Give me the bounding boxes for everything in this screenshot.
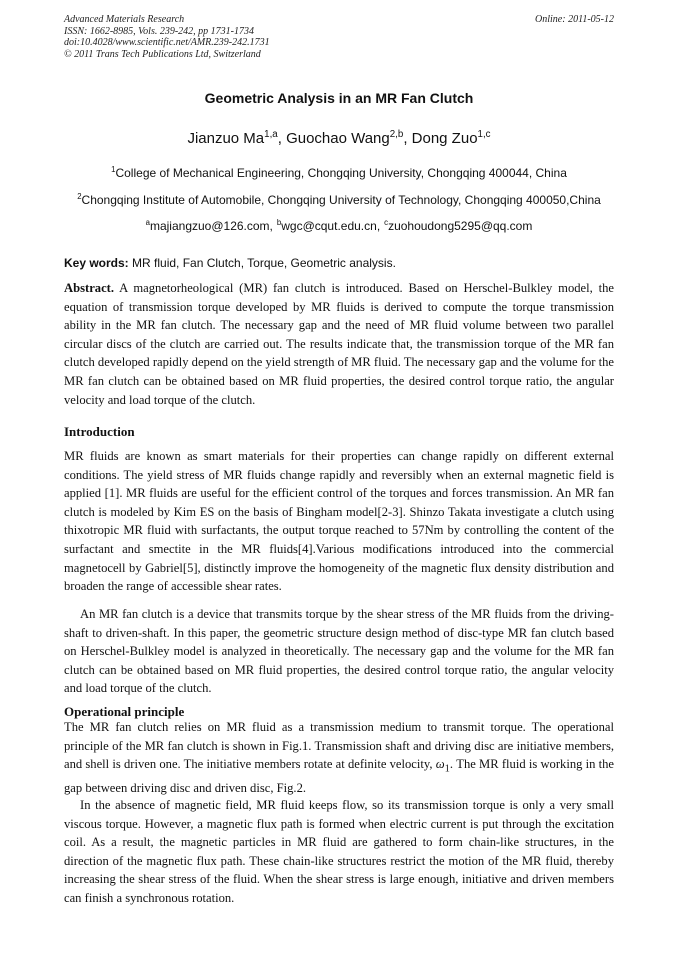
keywords-label: Key words:: [64, 256, 129, 270]
omega-symbol: ω: [435, 757, 445, 772]
affiliation-text: College of Mechanical Engineering, Chongqing University, Chongqing 400044, China: [115, 166, 567, 180]
abstract-label: Abstract.: [64, 281, 115, 295]
operational-principle-heading: Operational principle: [64, 704, 185, 719]
affiliation-1: [0, 166, 678, 180]
author-sup: 1,c: [477, 129, 491, 140]
intro-paragraph-2: An MR fan clutch is a device that transmits torque by the shear stress of the MR fluids from the driving-shaft to driven-shaft. In this paper, the geometric structure design method of disc-type MR fan clutch based on Herschel-Bulkley model is analyzed in theoretically. The necessary gap and the volume for the MR fan clutch can be obtained based on MR fluid properties, the desired control torque ratio, the angular velocity and load torque of the clutch.: [64, 607, 614, 696]
paper-title: Geometric Analysis in an MR Fan Clutch: [204, 90, 474, 106]
keywords-line: [64, 256, 396, 270]
journal-name: Advanced Materials Research: [64, 14, 185, 25]
omega-subscript: 1: [444, 763, 450, 775]
author-separator: ,: [403, 130, 412, 147]
issn-line: ISSN: 1662-8985, Vols. 239-242, pp 1731-1734: [64, 25, 254, 37]
journal-header: [64, 14, 270, 60]
author-separator: ,: [277, 130, 287, 147]
abstract-text: A magnetorheological (MR) fan clutch is introduced. Based on Herschel-Bulkley model, the equation of transmission torque developed by MR fluids is derived to compute the torque transmission ability in the MR fan clutch. The necessary gap and the need of MR fluid volume between two parallel circular discs of the clutch are carried out. The results indicate that, the transmission torque of the MR fan clutch developed rapidly depend on the yield strength of MR fluid. The necessary gap and the volume for the MR fan clutch can be obtained based on MR fluid properties, the desired control torque ratio, the angular velocity and load torque of the clutch.: [64, 281, 614, 407]
email-list: [0, 219, 678, 233]
email-sup: a: [145, 218, 150, 227]
online-date: Online: 2011-05-12: [535, 14, 614, 25]
author-name: Guochao Wang: [286, 130, 390, 147]
author-name: Dong Zuo: [411, 130, 478, 147]
operational-paragraph-1: [64, 718, 614, 798]
email-link[interactable]: majiangzuo@126.com: [149, 219, 270, 233]
introduction-heading: Introduction: [64, 424, 135, 439]
email-link[interactable]: wgc@cqut.edu.cn: [281, 219, 377, 233]
doi-line[interactable]: doi:10.4028/www.scientific.net/AMR.239-242.1731: [64, 37, 270, 48]
affiliation-sup: 2: [77, 192, 82, 201]
operational-text-a: The MR fan clutch relies on MR fluid as a transmission medium to transmit torque. The operational principle of the MR fan clutch is shown in Fig.1. Transmission shaft and driving disc are initiative members, and shell is driven one. The initiative members rotate at definite velocity,: [64, 720, 614, 772]
author-name: Jianzuo Ma: [187, 130, 265, 147]
email-link[interactable]: zuohoudong5295@qq.com: [388, 219, 533, 233]
author-list: [0, 130, 678, 147]
author-sup: 1,a: [264, 129, 278, 140]
copyright-line: © 2011 Trans Tech Publications Ltd, Switzerland: [64, 48, 261, 60]
abstract-paragraph: [64, 279, 614, 409]
operational-text-b: . The MR fluid is working in the gap between driving disc and driven disc, Fig.2.: [64, 757, 615, 796]
affiliation-sup: 1: [111, 165, 116, 174]
affiliation-text: Chongqing Institute of Automobile, Chongqing University of Technology, Chongqing 400050,China: [81, 193, 601, 207]
email-sup: c: [384, 218, 389, 227]
intro-paragraph-1: MR fluids are known as smart materials for their properties can change rapidly on different external conditions. The yield stress of MR fluids change rapidly and reversibly when an external magnetic field is applied [1]. MR fluids are useful for the efficient control of the torques and forces transmission. An MR fan clutch is modeled by Kim ES on the basis of Bingham model[2-3]. Shinzo Takata investigate a clutch using thixotropic MR fluid with surfactants, the output torque reached to 57Nm by controlling the content of the surfactant and smectite in the MR fluids[4].Various modifications introduced into the commercial magnetocell by Gabriel[5], distinctly improve the homogeneity of the magnetic flux density distribution and broaden the range of accessible shear rates.: [64, 449, 614, 594]
email-separator: ,: [376, 219, 381, 233]
operational-paragraph-2: In the absence of magnetic field, MR fluid keeps flow, so its transmission torque is only a very small viscous torque. However, a magnetic flux path is formed when electric current is put through the excitation coil. As a result, the magnetic particles in MR fluid are gathered to form chain-like structures, in the direction of the magnetic flux path. These chain-like structures restrict the motion of the MR fluid, thereby increasing the shear stress of the fluid. When the shear stress is large enough, initiative and driven members can finish a synchronous rotation.: [64, 798, 614, 905]
email-separator: ,: [269, 219, 273, 233]
author-sup: 2,b: [389, 129, 404, 140]
keywords-text: MR fluid, Fan Clutch, Torque, Geometric analysis.: [132, 256, 396, 270]
email-sup: b: [276, 218, 282, 227]
affiliation-2: [0, 193, 678, 207]
